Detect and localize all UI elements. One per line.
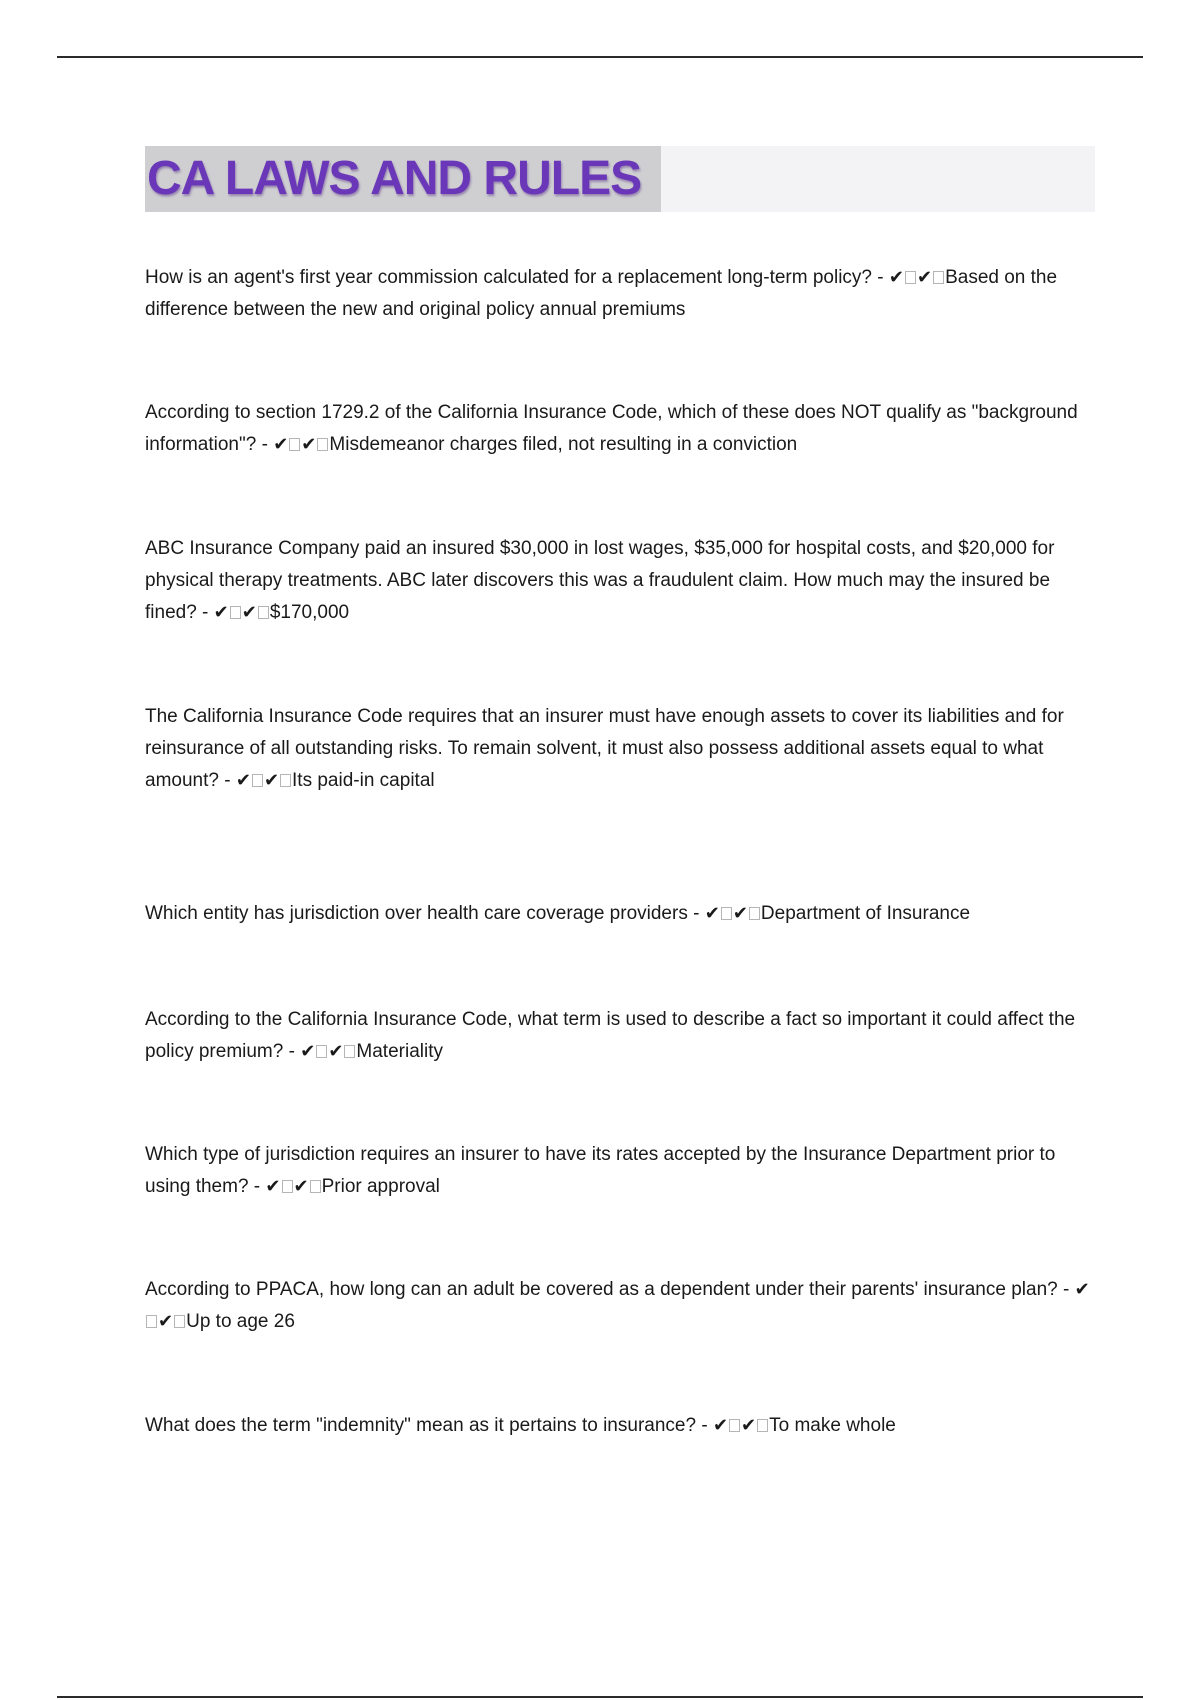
qa-item [145, 1004, 1095, 1068]
checkmark-icon: ✔ [741, 1415, 757, 1436]
bottom-rule [57, 1696, 1143, 1698]
checkmark-icon: ✔ [328, 1041, 344, 1062]
checkbox-glyph-icon [282, 1180, 293, 1193]
question-text: Which entity has jurisdiction over health care coverage providers [145, 903, 688, 924]
answer-text: Department of Insurance [760, 903, 971, 924]
question-text: How is an agent's first year commission calculated for a replacement long-term policy? [145, 267, 872, 288]
qa-item [145, 262, 1095, 326]
checkbox-glyph-icon [721, 907, 732, 920]
checkmark-icon: ✔ [916, 267, 933, 288]
qa-item [145, 1410, 1095, 1442]
separator: - [218, 770, 236, 791]
answer-text: Based on the difference between the new and original policy annual premiums [145, 267, 1058, 320]
answer-text: Materiality [356, 1041, 443, 1062]
checkbox-glyph-icon [289, 438, 300, 451]
checkbox-glyph-icon [749, 907, 760, 920]
checkmark-icon: ✔ [235, 770, 251, 791]
question-text: The California Insurance Code requires that an insurer must have enough assets to cover its liabilities and for reinsurance of all outstanding risks. To remain solvent, it must also possess additional assets equal to what amount? [145, 706, 1064, 791]
checkmark-icon: ✔ [213, 602, 229, 623]
checkmark-icon: ✔ [888, 267, 904, 288]
separator: - [283, 1041, 301, 1062]
separator: - [248, 1176, 266, 1197]
checkbox-glyph-icon [174, 1315, 185, 1328]
checkmark-icon: ✔ [732, 903, 748, 924]
separator: - [696, 1415, 713, 1436]
answer-text: Prior approval [321, 1176, 440, 1197]
checkmark-icon: ✔ [301, 434, 317, 455]
checkmark-icon: ✔ [300, 1041, 316, 1062]
checkmark-icon: ✔ [263, 770, 280, 791]
checkbox-glyph-icon [317, 438, 328, 451]
checkbox-glyph-icon [344, 1045, 355, 1058]
checkmark-icon: ✔ [712, 1415, 729, 1436]
checkbox-glyph-icon [933, 271, 944, 284]
qa-item [145, 397, 1095, 461]
checkmark-icon: ✔ [241, 602, 257, 623]
answer-text: $170,000 [269, 602, 350, 623]
answer-text: Its paid-in capital [292, 770, 435, 791]
question-text: What does the term "indemnity" mean as it pertains to insurance? [145, 1415, 697, 1436]
question-text: ABC Insurance Company paid an insured $30,000 in lost wages, $35,000 for hospital costs, and $20,000 for physical therapy treatments. ABC later discovers this was a fraudulent claim. How much may the insured be fined? [145, 538, 1055, 623]
checkmark-icon: ✔ [1074, 1279, 1090, 1300]
checkbox-glyph-icon [905, 271, 916, 284]
separator: - [687, 903, 705, 924]
separator: - [1057, 1279, 1075, 1300]
question-text: According to section 1729.2 of the California Insurance Code, which of these does NOT qualify as "background information"? [145, 402, 1078, 455]
document-title: CA LAWS AND RULES [147, 152, 642, 205]
qa-item [145, 533, 1095, 629]
checkbox-glyph-icon [258, 606, 269, 619]
checkmark-icon: ✔ [273, 434, 289, 455]
checkmark-icon: ✔ [158, 1311, 174, 1332]
question-text: Which type of jurisdiction requires an insurer to have its rates accepted by the Insurance Department prior to using them? [145, 1144, 1056, 1197]
answer-text: Up to age 26 [186, 1311, 295, 1332]
separator: - [872, 267, 889, 288]
qa-item [145, 1139, 1095, 1203]
answer-text: Misdemeanor charges filed, not resulting in a conviction [329, 434, 798, 455]
checkbox-glyph-icon [146, 1315, 157, 1328]
qa-item [145, 701, 1095, 797]
checkmark-icon: ✔ [704, 903, 720, 924]
checkbox-glyph-icon [729, 1419, 740, 1432]
checkbox-glyph-icon [757, 1419, 768, 1432]
checkbox-glyph-icon [252, 774, 263, 787]
checkmark-icon: ✔ [293, 1176, 309, 1197]
top-rule [57, 56, 1143, 58]
checkbox-glyph-icon [230, 606, 241, 619]
separator: - [256, 434, 274, 455]
checkmark-icon: ✔ [265, 1176, 281, 1197]
separator: - [196, 602, 214, 623]
qa-item [145, 1274, 1095, 1338]
qa-item [145, 898, 1095, 930]
checkbox-glyph-icon [310, 1180, 321, 1193]
answer-text: To make whole [769, 1415, 896, 1436]
title-banner [145, 146, 1095, 212]
checkbox-glyph-icon [316, 1045, 327, 1058]
question-text: According to the California Insurance Code, what term is used to describe a fact so important it could affect the policy premium? [145, 1009, 1076, 1062]
title-highlight [145, 146, 661, 212]
question-text: According to PPACA, how long can an adult be covered as a dependent under their parents' insurance plan? [145, 1279, 1058, 1300]
checkbox-glyph-icon [280, 774, 291, 787]
